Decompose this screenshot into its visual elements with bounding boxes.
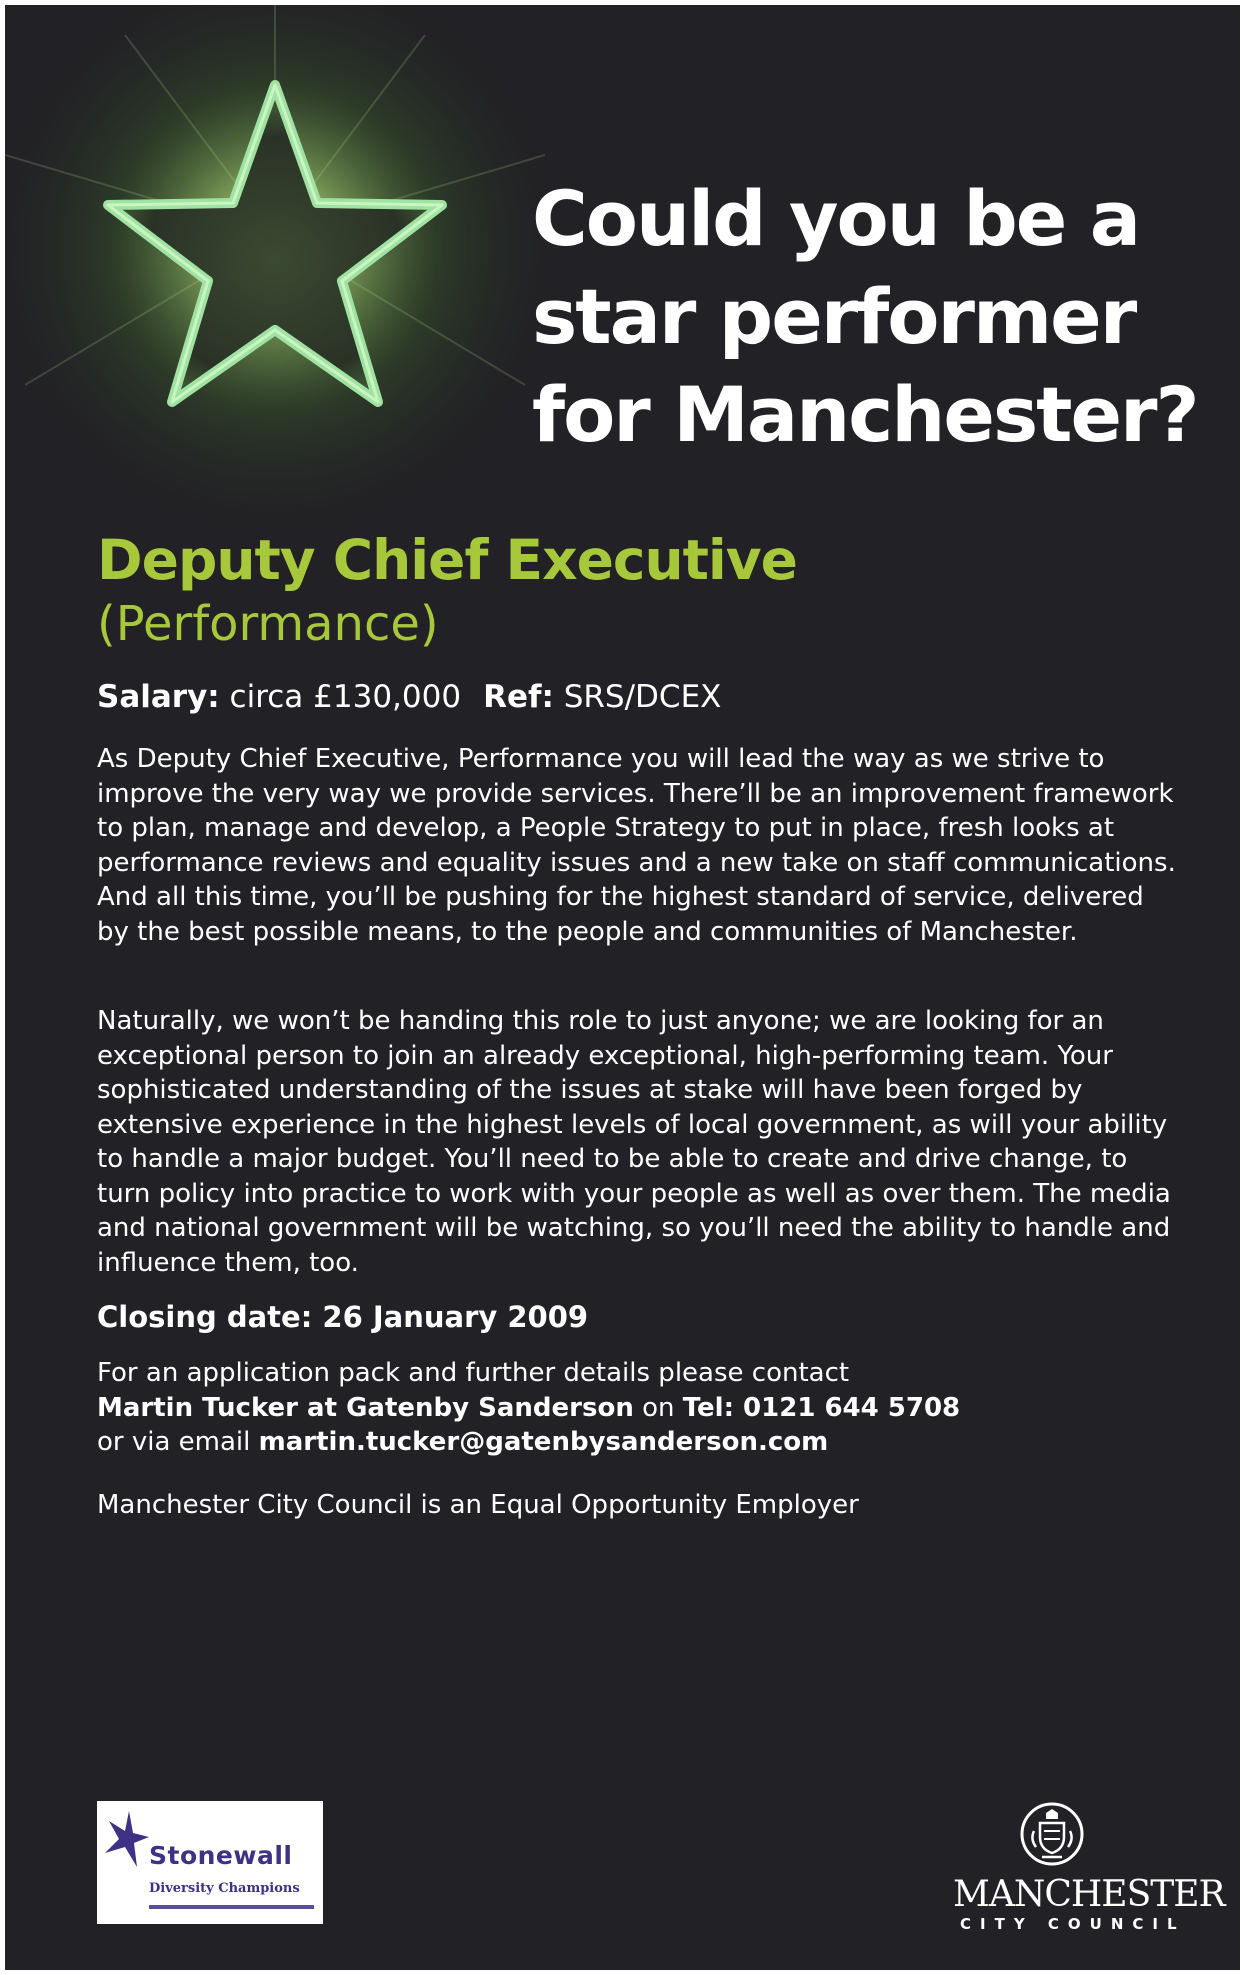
stonewall-fine-print [149,1905,314,1909]
closing-date: Closing date: 26 January 2009 [97,1300,589,1334]
council-subtitle: CITY COUNCIL [960,1915,1186,1933]
stonewall-logo [97,1801,323,1924]
contact-email-link[interactable]: martin.tucker@gatenbysanderson.com [258,1427,829,1457]
body-paragraph-2: Naturally, we won’t be handing this role to just anyone; we are looking for an exceptional person to join an already exceptional, high-performing team. Your sophisticated understanding of the issues at stake will have been forged by extensive experience in the highest levels of local government, as will your ability to handle a major budget. You’ll need to be able to create and drive change, to turn policy into practice to work with your people as well as over them. The media and national government will be watching, so you’ll need the ability to handle and influence them, too. [97,1006,1171,1278]
glowing-star-icon [5,5,545,545]
stonewall-tagline: Diversity Champions [149,1881,300,1896]
contact-block [97,1356,1177,1460]
headline-line: Could you be a [532,174,1140,263]
job-subtitle: (Performance) [97,596,439,652]
ref-label: Ref: [483,679,554,715]
coat-of-arms-icon [1020,1801,1084,1867]
headline-line: for Manchester? [532,370,1198,459]
council-name: MANCHESTER [953,1874,1225,1915]
salary-label: Salary: [97,679,220,715]
stonewall-name: Stonewall [149,1841,293,1870]
job-title: Deputy Chief Executive [97,528,797,592]
email-prefix: or via email [97,1427,259,1457]
advertisement [5,5,1240,1970]
salary-value: circa £130,000 [219,679,462,715]
contact-name: Martin Tucker at Gatenby Sanderson [97,1392,634,1423]
stonewall-star-icon [101,1809,151,1869]
contact-intro: For an application pack and further details please contact [97,1358,850,1388]
ref-value: SRS/DCEX [553,679,722,715]
equal-opportunity-statement: Manchester City Council is an Equal Opportunity Employer [97,1490,859,1520]
salary-ref-line [97,677,721,717]
body-paragraph-1: As Deputy Chief Executive, Performance you will lead the way as we strive to improve the very way we provide services. There’ll be an improvement framework to plan, manage and develop, a People Strategy to put in place, fresh looks at performance reviews and equality issues and a new take on staff communications. And all this time, you’ll be pushing for the highest standard of service, delivered by the best possible means, to the people and communities of Manchester. [97,744,1176,947]
contact-on: on [633,1392,683,1423]
contact-telephone: Tel: 0121 644 5708 [682,1392,961,1423]
headline [532,170,1198,464]
headline-line: star performer [532,272,1136,361]
